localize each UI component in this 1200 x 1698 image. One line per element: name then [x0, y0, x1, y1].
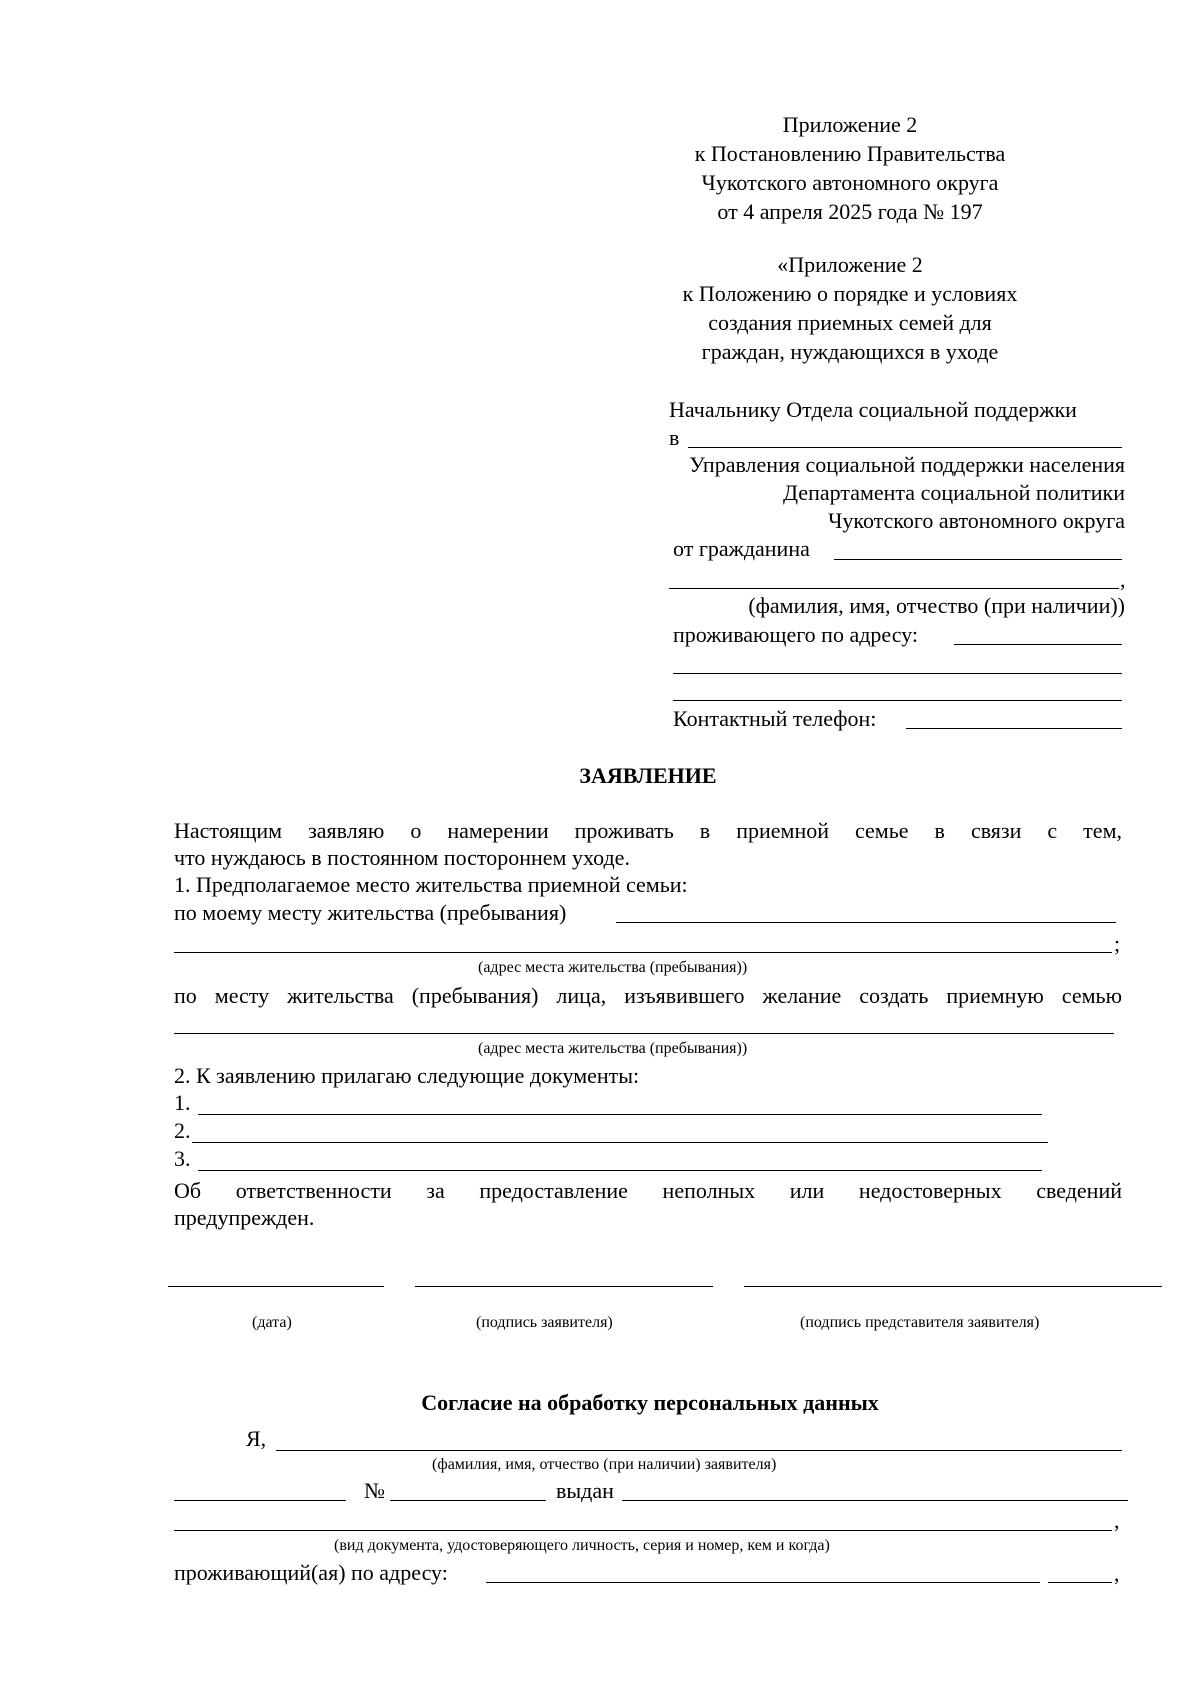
statement-title: ЗАЯВЛЕНИЕ: [579, 763, 717, 788]
address-blank-3[interactable]: [673, 700, 1122, 701]
addressee-line: Начальнику Отдела социальной поддержки: [669, 397, 1077, 422]
appendix-line: к Положению о порядке и условиях: [682, 281, 1018, 306]
applicant-signature-blank[interactable]: [415, 1286, 713, 1287]
appendix-line: к Постановлению Правительства: [694, 141, 1006, 166]
address-hint: (адрес места жительства (пребывания)): [478, 1040, 748, 1057]
department-blank[interactable]: [688, 447, 1122, 448]
comma: ,: [1114, 1561, 1120, 1586]
issued-by-blank-2[interactable]: [174, 1530, 1112, 1531]
citizen-name-blank[interactable]: [834, 559, 1122, 560]
issued-by-blank[interactable]: [622, 1500, 1128, 1501]
address-blank-2[interactable]: [673, 673, 1122, 674]
option-other-residence: по месту жительства (пребывания) лица, изъявившего желание создать приемную семью: [174, 983, 1122, 1008]
consent-fio-blank[interactable]: [276, 1450, 1122, 1451]
doc-number: 3.: [174, 1146, 191, 1171]
doc-number: 2.: [174, 1118, 191, 1143]
date-blank[interactable]: [168, 1286, 384, 1287]
consent-fio-hint: (фамилия, имя, отчество (при наличии) заявителя): [432, 1456, 777, 1473]
representative-signature-caption: (подпись представителя заявителя): [800, 1314, 1040, 1331]
addressee-line: Чукотского автономного округа: [828, 508, 1125, 533]
date-caption: (дата): [252, 1314, 292, 1331]
address-blank[interactable]: [954, 644, 1122, 645]
phone-blank[interactable]: [906, 728, 1122, 729]
comma: ,: [1120, 567, 1126, 592]
appendix-line: от 4 апреля 2025 года № 197: [717, 199, 983, 224]
item-1: 1. Предполагаемое место жительства приемной семьи:: [174, 872, 688, 897]
addressee-prefix: в: [669, 425, 680, 450]
appendix-line: «Приложение 2: [777, 252, 923, 277]
doc-number-blank[interactable]: [390, 1500, 546, 1501]
comma: ,: [1114, 1508, 1120, 1533]
addressee-line: Департамента социальной политики: [783, 480, 1125, 505]
statement-intro-line: что нуждаюсь в постоянном постороннем уходе.: [174, 845, 630, 870]
appendix-line: Приложение 2: [782, 112, 918, 137]
citizen-name-blank-2[interactable]: [669, 588, 1119, 589]
own-residence-blank-2[interactable]: [174, 952, 1112, 953]
issued-label: выдан: [556, 1478, 614, 1503]
appendix-line: граждан, нуждающихся в уходе: [701, 339, 999, 364]
item-2: 2. К заявлению прилагаю следующие документы:: [174, 1063, 640, 1088]
consent-address-label: проживающий(ая) по адресу:: [174, 1560, 448, 1585]
address-hint: (адрес места жительства (пребывания)): [478, 959, 748, 976]
representative-signature-blank[interactable]: [744, 1286, 1162, 1287]
liability-text: Об ответственности за предоставление неполных или недостоверных сведений: [174, 1178, 1122, 1203]
address-label: проживающего по адресу:: [673, 622, 919, 647]
consent-address-blank[interactable]: [486, 1582, 1040, 1583]
statement-intro-line: Настоящим заявляю о намерении проживать в приемной семье в связи с тем,: [174, 818, 1122, 843]
fio-hint: (фамилия, имя, отчество (при наличии)): [748, 593, 1125, 618]
applicant-signature-caption: (подпись заявителя): [476, 1314, 613, 1331]
doc-hint: (вид документа, удостоверяющего личность, серия и номер, кем и когда): [334, 1537, 830, 1554]
consent-address-blank-2[interactable]: [1048, 1582, 1112, 1583]
doc-blank-3[interactable]: [198, 1170, 1042, 1171]
semicolon: ;: [1114, 931, 1121, 956]
appendix-header: [640, 110, 1060, 226]
own-residence-blank[interactable]: [616, 922, 1116, 923]
consent-title: Согласие на обработку персональных данных: [421, 1390, 879, 1415]
liability-text: предупрежден.: [174, 1205, 315, 1230]
addressee-line: Управления социальной поддержки населения: [689, 452, 1125, 477]
other-residence-blank[interactable]: [174, 1033, 1114, 1034]
doc-blank-2[interactable]: [192, 1142, 1048, 1143]
option-own-residence: по моему месту жительства (пребывания): [174, 900, 567, 925]
nested-appendix-header: [640, 250, 1060, 366]
consent-i-label: Я,: [246, 1426, 267, 1451]
appendix-line: Чукотского автономного округа: [701, 170, 999, 195]
phone-label: Контактный телефон:: [673, 706, 877, 731]
from-citizen-label: от гражданина: [673, 536, 810, 561]
doc-number-label: №: [364, 1478, 385, 1503]
doc-type-blank[interactable]: [174, 1500, 346, 1501]
doc-number: 1.: [174, 1090, 191, 1115]
doc-blank-1[interactable]: [198, 1114, 1042, 1115]
appendix-line: создания приемных семей для: [708, 310, 992, 335]
